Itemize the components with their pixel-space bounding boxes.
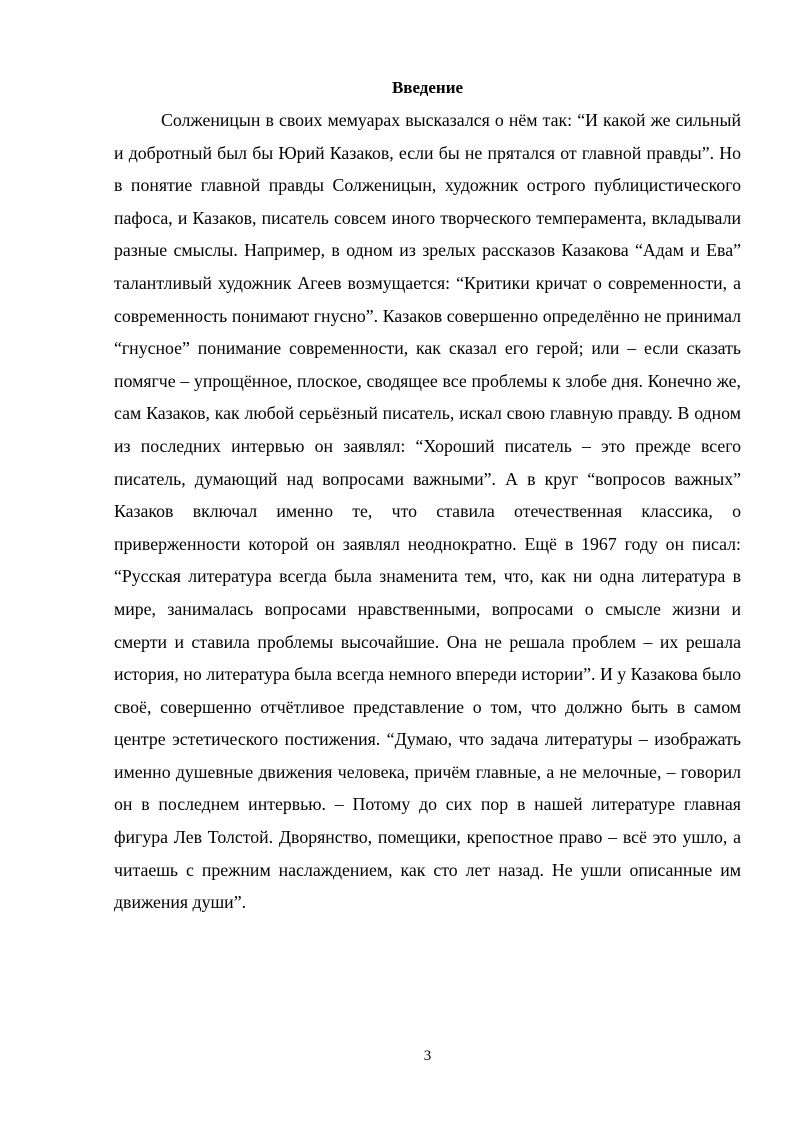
body-paragraph: Солженицын в своих мемуарах высказался о нём так: “И какой же сильный и добротный был бы Юрий Казаков, если бы не прятался от главной правды”. Но в понятие главной правды Солженицын, художник острого публицистического пафоса, и Казаков, писатель совсем иного творческого темперамента, вкладывали разные смыслы. Например, в одном из зрелых рассказов Казакова “Адам и Ева” талантливый художник Агеев возмущается: “Критики кричат о современности, а современность понимают гнусно”. Казаков совершенно определённо не принимал “гнусное” понимание современности, как сказал его герой; или – если сказать помягче – упрощённое, плоское, сводящее все проблемы к злобе дня. Конечно же, сам Казаков, как любой серьёзный писатель, искал свою главную правду. В одном из последних интервью он заявлял: “Хороший писатель – это прежде всего писатель, думающий над вопросами важными”. А в круг “вопросов важных” Казаков включал именно те, что ставила отечественная классика, о приверженности которой он заявлял неоднократно. Ещё в 1967 году он писал: “Русская литература всегда была знаменита тем, что, как ни одна литература в мире, занималась вопросами нравственными, вопросами о смысле жизни и смерти и ставила проблемы высочайшие. Она не решала проблем – их решала история, но литература была всегда немного впереди истории”. И у Казакова было своё, совершенно отчётливое представление о том, что должно быть в самом центре эстетического постижения. “Думаю, что задача литературы – изображать именно душевные движения человека, причём главные, а не мелочные, – говорил он в последнем интервью. – Потому до сих пор в нашей литературе главная фигура Лев Толстой. Дворянство, помещики, крепостное право – всё это ушло, а читаешь с прежним наслаждением, как сто лет назад. Не ушли описанные им движения души”. [114,110,741,913]
section-heading: Введение [391,78,464,97]
page-number: 3 [423,1048,432,1064]
